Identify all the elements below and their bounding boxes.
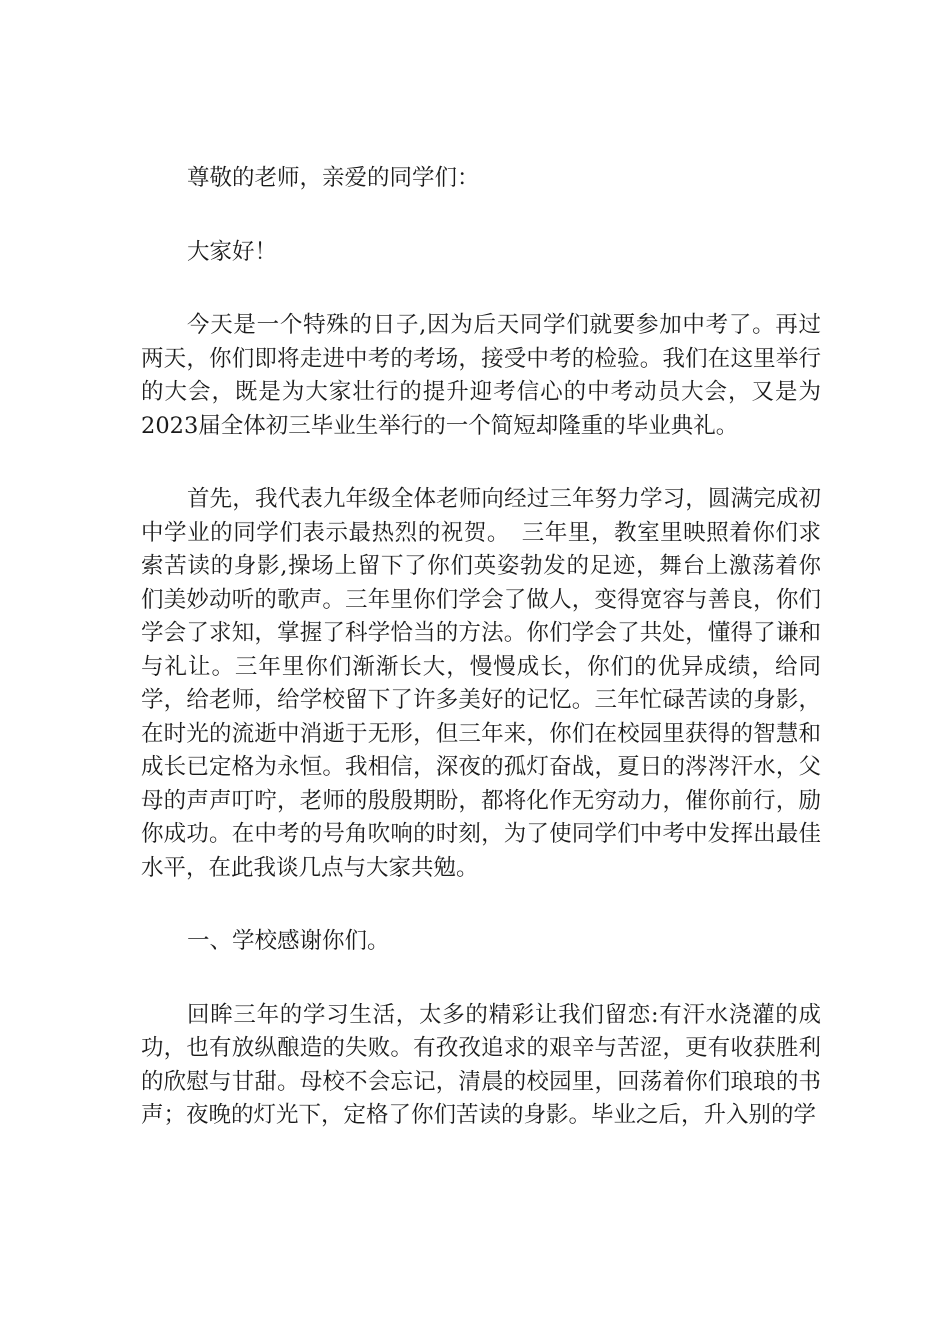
- document-body: [141, 162, 821, 1173]
- greeting: 大家好！: [187, 238, 278, 265]
- paragraph-review: 回眸三年的学习生活，太多的精彩让我们留恋:有汗水浇灌的成功，也有放纵酿造的失败。有孜孜追求的艰辛与苦涩，更有收获胜利的欣慰与甘甜。母校不会忘记，清晨的校园里，回荡着你们琅琅的书声；夜晚的灯光下，定格了你们苦读的身影。毕业之后，升入别的学: [141, 1001, 821, 1128]
- paragraph-opening: 今天是一个特殊的日子,因为后天同学们就要参加中考了。再过两天，你们即将走进中考的考场，接受中考的检验。我们在这里举行的大会，既是为大家壮行的提升迎考信心的中考动员大会，又是为2023届全体初三毕业生举行的一个简短却隆重的毕业典礼。: [141, 312, 821, 439]
- section-heading-1: 一、学校感谢你们。: [187, 928, 390, 954]
- salutation: 尊敬的老师，亲爱的同学们：: [187, 165, 480, 191]
- paragraph-congratulations: 首先，我代表九年级全体老师向经过三年努力学习，圆满完成初中学业的同学们表示最热烈的祝贺。 三年里，教室里映照着你们求索苦读的身影,操场上留下了你们英姿勃发的足迹，舞台上激荡着你们美妙动听的歌声。三年里你们学会了做人，变得宽容与善良，你们学会了求知，掌握了科学恰当的方法。你们学会了共处，懂得了谦和与礼让。三年里你们渐渐长大，慢慢成长，你们的优异成绩，给同学，给老师，给学校留下了许多美好的记忆。三年忙碌苦读的身影，在时光的流逝中消逝于无形，但三年来，你们在校园里获得的智慧和成长已定格为永恒。我相信，深夜的孤灯奋战，夏日的涔涔汗水，父母的声声叮咛，老师的殷殷期盼，都将化作无穷动力，催你前行，励你成功。在中考的号角吹响的时刻，为了使同学们中考中发挥出最佳水平，在此我谈几点与大家共勉。: [141, 486, 821, 881]
